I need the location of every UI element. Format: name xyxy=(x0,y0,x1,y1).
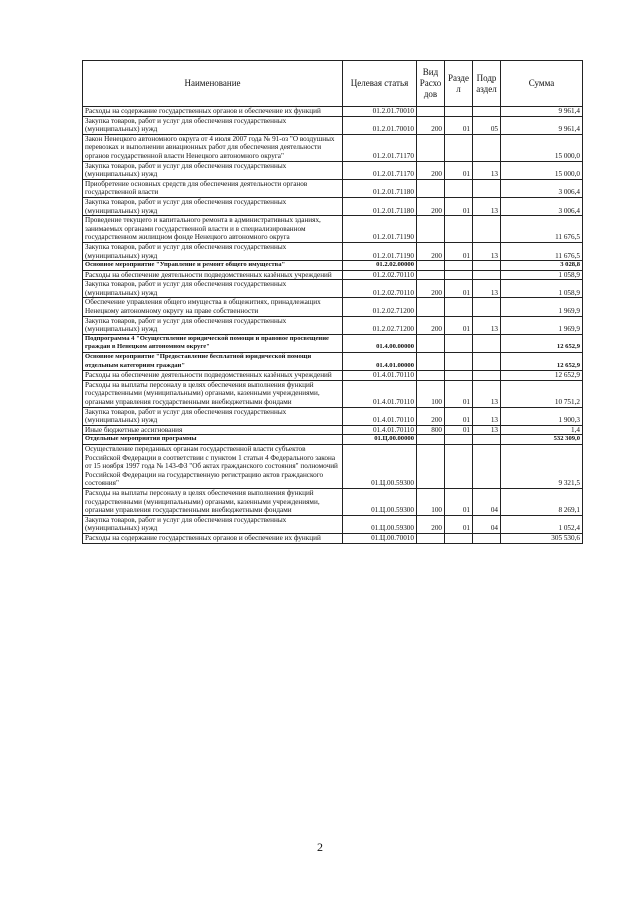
row-expense-type-cell: 200 xyxy=(417,242,445,260)
row-subsection-cell: 13 xyxy=(473,161,501,179)
row-expense-type-cell xyxy=(417,216,445,243)
row-subsection-cell: 04 xyxy=(473,488,501,515)
row-name-cell: Основное мероприятие "Управление и ремонт общего имущества" xyxy=(83,261,343,271)
row-sum-cell: 8 269,1 xyxy=(501,488,583,515)
row-subsection-cell xyxy=(473,179,501,197)
header-target-article: Целевая статья xyxy=(343,61,417,107)
row-section-cell xyxy=(445,444,473,488)
row-section-cell: 01 xyxy=(445,407,473,425)
row-subsection-cell xyxy=(473,298,501,316)
row-sum-cell: 532 309,0 xyxy=(501,435,583,445)
row-expense-type-cell: 200 xyxy=(417,316,445,334)
row-subsection-cell: 13 xyxy=(473,197,501,215)
row-sum-cell: 10 751,2 xyxy=(501,380,583,407)
table-row xyxy=(83,444,583,488)
row-expense-type-cell: 200 xyxy=(417,515,445,533)
table-row xyxy=(83,298,583,316)
row-subsection-cell: 13 xyxy=(473,242,501,260)
row-sum-cell: 3 028,8 xyxy=(501,261,583,271)
table-body xyxy=(83,107,583,544)
row-section-cell xyxy=(445,134,473,161)
row-target-article-cell: 01.2.01.71180 xyxy=(343,197,417,215)
row-name-cell: Расходы на обеспечение деятельности подведомственных казённых учреждений xyxy=(83,270,343,280)
row-section-cell xyxy=(445,270,473,280)
row-sum-cell: 12 652,9 xyxy=(501,371,583,381)
table-row xyxy=(83,270,583,280)
row-section-cell: 01 xyxy=(445,488,473,515)
row-expense-type-cell xyxy=(417,353,445,371)
row-subsection-cell: 13 xyxy=(473,407,501,425)
table-row xyxy=(83,107,583,117)
table-row xyxy=(83,353,583,371)
row-expense-type-cell: 800 xyxy=(417,425,445,435)
row-subsection-cell: 13 xyxy=(473,280,501,298)
table-row xyxy=(83,435,583,445)
row-sum-cell: 9 321,5 xyxy=(501,444,583,488)
table-row xyxy=(83,380,583,407)
header-name: Наименование xyxy=(83,61,343,107)
row-target-article-cell: 01.2.01.71170 xyxy=(343,134,417,161)
row-name-cell: Закупка товаров, работ и услуг для обеспечения государственных (муниципальных) нужд xyxy=(83,116,343,134)
row-name-cell: Закон Ненецкого автономного округа от 4 июля 2007 года № 91-оз "О воздушных перевозках и выполнении авиационных работ для обеспечения деятельности органов государственной власти Ненецкого автономного округа" xyxy=(83,134,343,161)
row-sum-cell: 1 058,9 xyxy=(501,270,583,280)
table-row xyxy=(83,371,583,381)
row-subsection-cell xyxy=(473,353,501,371)
row-subsection-cell xyxy=(473,371,501,381)
row-subsection-cell xyxy=(473,334,501,352)
row-expense-type-cell xyxy=(417,435,445,445)
row-target-article-cell: 01.Ц.00.59300 xyxy=(343,488,417,515)
table-row xyxy=(83,425,583,435)
row-expense-type-cell: 200 xyxy=(417,161,445,179)
row-target-article-cell: 01.2.02.71200 xyxy=(343,298,417,316)
table-row xyxy=(83,334,583,352)
table-row xyxy=(83,515,583,533)
row-target-article-cell: 01.2.02.70110 xyxy=(343,270,417,280)
row-expense-type-cell xyxy=(417,261,445,271)
row-name-cell: Иные бюджетные ассигнования xyxy=(83,425,343,435)
row-expense-type-cell: 200 xyxy=(417,280,445,298)
header-section: Разде л xyxy=(445,61,473,107)
row-section-cell xyxy=(445,179,473,197)
row-subsection-cell xyxy=(473,435,501,445)
row-section-cell: 01 xyxy=(445,280,473,298)
row-name-cell: Закупка товаров, работ и услуг для обеспечения государственных (муниципальных) нужд xyxy=(83,280,343,298)
row-name-cell: Обеспечение управления общего имущества в общежитиях, принадлежащих Ненецкому автономному округу на праве собственности xyxy=(83,298,343,316)
table-row xyxy=(83,533,583,543)
row-expense-type-cell: 100 xyxy=(417,380,445,407)
row-sum-cell: 11 676,5 xyxy=(501,216,583,243)
row-name-cell: Приобретение основных средств для обеспечения деятельности органов государственной власти xyxy=(83,179,343,197)
row-sum-cell: 15 000,0 xyxy=(501,134,583,161)
row-target-article-cell: 01.Ц.00.70010 xyxy=(343,533,417,543)
table-row xyxy=(83,161,583,179)
header-subsection: Подр аздел xyxy=(473,61,501,107)
table-row xyxy=(83,134,583,161)
row-expense-type-cell xyxy=(417,444,445,488)
row-section-cell xyxy=(445,261,473,271)
row-name-cell: Расходы на выплаты персоналу в целях обеспечения выполнения функций государственными (муниципальными) органами, казенными учреждениями, органами управления государственными внебюджетными фондами xyxy=(83,488,343,515)
row-sum-cell: 1,4 xyxy=(501,425,583,435)
row-name-cell: Закупка товаров, работ и услуг для обеспечения государственных (муниципальных) нужд xyxy=(83,316,343,334)
row-expense-type-cell xyxy=(417,298,445,316)
row-target-article-cell: 01.2.01.70010 xyxy=(343,116,417,134)
table-row xyxy=(83,242,583,260)
row-section-cell xyxy=(445,298,473,316)
row-expense-type-cell: 200 xyxy=(417,116,445,134)
row-section-cell xyxy=(445,107,473,117)
row-target-article-cell: 01.Ц.00.59300 xyxy=(343,444,417,488)
row-subsection-cell: 05 xyxy=(473,116,501,134)
row-sum-cell: 15 000,0 xyxy=(501,161,583,179)
row-expense-type-cell xyxy=(417,371,445,381)
row-expense-type-cell xyxy=(417,270,445,280)
row-section-cell: 01 xyxy=(445,116,473,134)
row-subsection-cell xyxy=(473,107,501,117)
row-expense-type-cell xyxy=(417,334,445,352)
table-row xyxy=(83,261,583,271)
row-subsection-cell: 13 xyxy=(473,316,501,334)
row-name-cell: Закупка товаров, работ и услуг для обеспечения государственных (муниципальных) нужд xyxy=(83,515,343,533)
table-row xyxy=(83,316,583,334)
row-target-article-cell: 01.2.02.70110 xyxy=(343,280,417,298)
row-name-cell: Основное мероприятие "Предоставление бесплатной юридической помощи отдельным категориям граждан" xyxy=(83,353,343,371)
row-target-article-cell: 01.4.01.00000 xyxy=(343,353,417,371)
row-name-cell: Отдельные мероприятия программы xyxy=(83,435,343,445)
row-target-article-cell: 01.4.01.70110 xyxy=(343,371,417,381)
row-name-cell: Проведение текущего и капитального ремонта в административных зданиях, занимаемых органами государственной власти и в специализированном государственном жилищном фонде Ненецкого автономного округа xyxy=(83,216,343,243)
row-subsection-cell xyxy=(473,270,501,280)
row-expense-type-cell xyxy=(417,179,445,197)
row-section-cell: 01 xyxy=(445,515,473,533)
row-section-cell xyxy=(445,371,473,381)
table-header-row xyxy=(83,61,583,107)
row-subsection-cell: 13 xyxy=(473,380,501,407)
header-sum: Сумма xyxy=(501,61,583,107)
row-target-article-cell: 01.4.00.00000 xyxy=(343,334,417,352)
row-section-cell xyxy=(445,435,473,445)
row-subsection-cell xyxy=(473,261,501,271)
table-row xyxy=(83,216,583,243)
row-expense-type-cell: 200 xyxy=(417,407,445,425)
row-subsection-cell xyxy=(473,533,501,543)
row-subsection-cell xyxy=(473,134,501,161)
row-section-cell: 01 xyxy=(445,161,473,179)
row-section-cell: 01 xyxy=(445,425,473,435)
table-row xyxy=(83,179,583,197)
table-row xyxy=(83,280,583,298)
row-expense-type-cell xyxy=(417,107,445,117)
row-target-article-cell: 01.2.01.71190 xyxy=(343,242,417,260)
row-section-cell xyxy=(445,353,473,371)
row-target-article-cell: 01.4.01.70110 xyxy=(343,407,417,425)
row-sum-cell: 12 652,9 xyxy=(501,353,583,371)
row-name-cell: Расходы на обеспечение деятельности подведомственных казённых учреждений xyxy=(83,371,343,381)
row-sum-cell: 3 006,4 xyxy=(501,197,583,215)
row-subsection-cell xyxy=(473,216,501,243)
row-target-article-cell: 01.2.01.71190 xyxy=(343,216,417,243)
row-name-cell: Закупка товаров, работ и услуг для обеспечения государственных (муниципальных) нужд xyxy=(83,197,343,215)
row-sum-cell: 9 961,4 xyxy=(501,116,583,134)
row-name-cell: Осуществление переданных органам государственной власти субъектов Российской Федерации в соответствии с пунктом 1 статьи 4 Федерального закона от 15 ноября 1997 года № 143-ФЗ "Об актах гражданского состояния" полномочий Российской Федерации на государственную регистрацию актов гражданского состояния" xyxy=(83,444,343,488)
budget-table xyxy=(82,60,583,544)
row-section-cell: 01 xyxy=(445,380,473,407)
row-sum-cell: 1 900,3 xyxy=(501,407,583,425)
row-expense-type-cell xyxy=(417,533,445,543)
row-sum-cell: 11 676,5 xyxy=(501,242,583,260)
row-target-article-cell: 01.Ц.00.00000 xyxy=(343,435,417,445)
table-row xyxy=(83,488,583,515)
table-row xyxy=(83,116,583,134)
row-target-article-cell: 01.2.01.71170 xyxy=(343,161,417,179)
row-name-cell: Расходы на выплаты персоналу в целях обеспечения выполнения функций государственными (муниципальными) органами, казенными учреждениями, органами управления государственными внебюджетными фондами xyxy=(83,380,343,407)
header-expense-type: Вид Расхо дов xyxy=(417,61,445,107)
row-sum-cell: 305 530,6 xyxy=(501,533,583,543)
row-subsection-cell xyxy=(473,444,501,488)
page-number: 2 xyxy=(317,840,323,854)
row-section-cell xyxy=(445,533,473,543)
row-section-cell: 01 xyxy=(445,242,473,260)
row-target-article-cell: 01.4.01.70110 xyxy=(343,425,417,435)
row-sum-cell: 3 006,4 xyxy=(501,179,583,197)
row-name-cell: Закупка товаров, работ и услуг для обеспечения государственных (муниципальных) нужд xyxy=(83,161,343,179)
table-row xyxy=(83,407,583,425)
row-target-article-cell: 01.2.02.71200 xyxy=(343,316,417,334)
row-sum-cell: 1 969,9 xyxy=(501,316,583,334)
row-sum-cell: 1 052,4 xyxy=(501,515,583,533)
table-row xyxy=(83,197,583,215)
row-name-cell: Закупка товаров, работ и услуг для обеспечения государственных (муниципальных) нужд xyxy=(83,242,343,260)
row-section-cell xyxy=(445,216,473,243)
row-section-cell xyxy=(445,334,473,352)
row-name-cell: Расходы на содержание государственных органов и обеспечение их функций xyxy=(83,107,343,117)
row-target-article-cell: 01.2.01.71180 xyxy=(343,179,417,197)
row-expense-type-cell xyxy=(417,134,445,161)
row-target-article-cell: 01.4.01.70110 xyxy=(343,380,417,407)
row-expense-type-cell: 100 xyxy=(417,488,445,515)
row-expense-type-cell: 200 xyxy=(417,197,445,215)
row-subsection-cell: 04 xyxy=(473,515,501,533)
row-sum-cell: 9 961,4 xyxy=(501,107,583,117)
row-target-article-cell: 01.Ц.00.59300 xyxy=(343,515,417,533)
row-section-cell: 01 xyxy=(445,316,473,334)
row-name-cell: Закупка товаров, работ и услуг для обеспечения государственных (муниципальных) нужд xyxy=(83,407,343,425)
row-name-cell: Подпрограмма 4 "Осуществление юридической помощи и правовое просвещение граждан в Ненецком автономном округе" xyxy=(83,334,343,352)
row-sum-cell: 1 969,9 xyxy=(501,298,583,316)
row-target-article-cell: 01.2.01.70010 xyxy=(343,107,417,117)
row-sum-cell: 12 652,9 xyxy=(501,334,583,352)
row-section-cell: 01 xyxy=(445,197,473,215)
row-name-cell: Расходы на содержание государственных органов и обеспечение их функций xyxy=(83,533,343,543)
row-sum-cell: 1 058,9 xyxy=(501,280,583,298)
row-target-article-cell: 01.2.02.00000 xyxy=(343,261,417,271)
row-subsection-cell: 13 xyxy=(473,425,501,435)
